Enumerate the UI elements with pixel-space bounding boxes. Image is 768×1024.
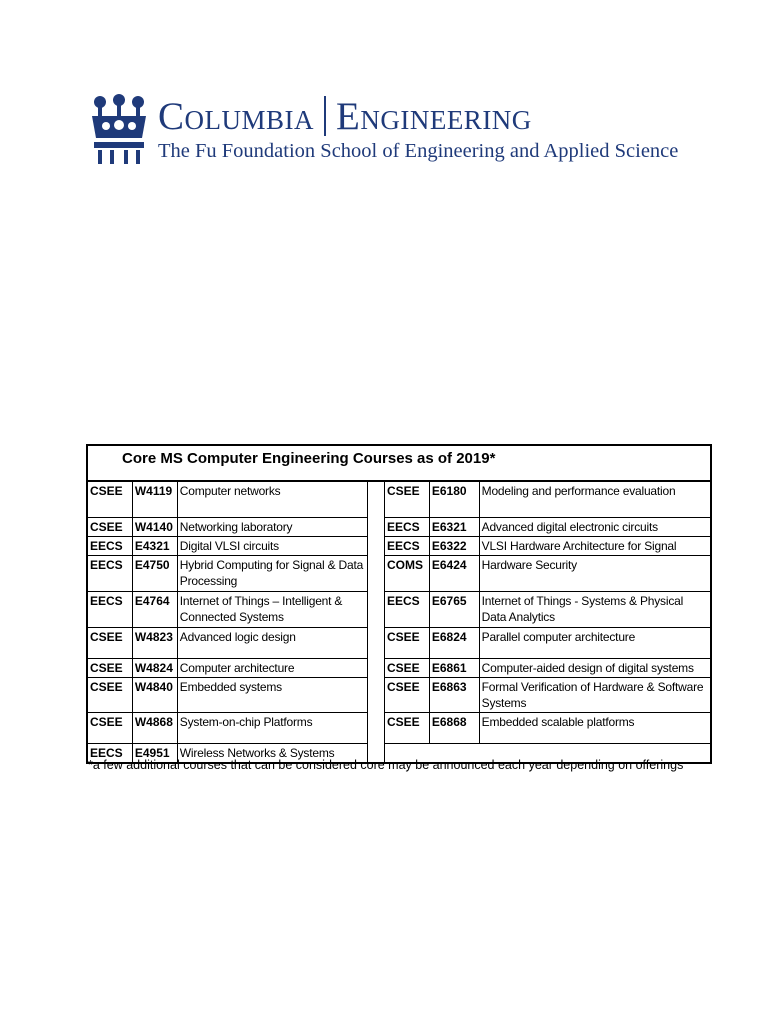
left-course-name: Advanced logic design: [177, 627, 367, 658]
column-gap: [368, 677, 385, 712]
right-course-number: E6322: [429, 536, 479, 555]
brand-engineering: Engineering: [336, 94, 532, 138]
school-subtitle: The Fu Foundation School of Engineering and Applied Science: [158, 140, 679, 162]
table-row: [87, 536, 711, 555]
left-course-name: System-on-chip Platforms: [177, 712, 367, 743]
left-course-subject: EECS: [87, 555, 132, 591]
left-course-subject: CSEE: [87, 712, 132, 743]
column-gap: [368, 658, 385, 677]
right-course-number: E6180: [429, 481, 479, 517]
right-course-name: Embedded scalable platforms: [479, 712, 711, 743]
right-course-subject: CSEE: [384, 677, 429, 712]
brand-columbia: Columbia: [158, 94, 315, 138]
right-course-name: Computer-aided design of digital systems: [479, 658, 711, 677]
left-course-name: Digital VLSI circuits: [177, 536, 367, 555]
table-row: [87, 677, 711, 712]
column-gap: [368, 591, 385, 627]
left-course-number: E4750: [132, 555, 177, 591]
right-course-number: E6824: [429, 627, 479, 658]
right-course-subject: EECS: [384, 591, 429, 627]
right-course-subject: EECS: [384, 517, 429, 536]
left-course-subject: CSEE: [87, 481, 132, 517]
table-row: [87, 627, 711, 658]
right-course-subject: CSEE: [384, 481, 429, 517]
left-course-subject: CSEE: [87, 658, 132, 677]
footnote: *a few additional courses that can be considered core may be announced each year depending on offerings: [88, 758, 684, 772]
column-gap: [368, 481, 385, 517]
core-courses-table: [86, 444, 712, 764]
left-course-number: W4140: [132, 517, 177, 536]
right-course-subject: EECS: [384, 536, 429, 555]
column-gap: [368, 627, 385, 658]
left-course-subject: EECS: [87, 743, 132, 763]
right-course-name: Formal Verification of Hardware & Software Systems: [479, 677, 711, 712]
left-course-number: W4824: [132, 658, 177, 677]
left-course-number: E4321: [132, 536, 177, 555]
right-course-subject: CSEE: [384, 658, 429, 677]
right-course-name: Modeling and performance evaluation: [479, 481, 711, 517]
table-title: Core MS Computer Engineering Courses as of 2019*: [86, 444, 712, 480]
left-course-name: Hybrid Computing for Signal & Data Processing: [177, 555, 367, 591]
left-course-number: W4119: [132, 481, 177, 517]
table-row: [87, 591, 711, 627]
right-course-number: E6765: [429, 591, 479, 627]
right-course-name: VLSI Hardware Architecture for Signal: [479, 536, 711, 555]
left-course-name: Networking laboratory: [177, 517, 367, 536]
left-course-name: Internet of Things – Intelligent & Connected Systems: [177, 591, 367, 627]
courses-grid: [86, 480, 712, 764]
left-course-subject: CSEE: [87, 677, 132, 712]
right-course-subject: COMS: [384, 555, 429, 591]
left-course-name: Embedded systems: [177, 677, 367, 712]
right-course-name: Advanced digital electronic circuits: [479, 517, 711, 536]
left-course-name: Wireless Networks & Systems: [177, 743, 367, 763]
table-row: [87, 481, 711, 517]
left-course-subject: EECS: [87, 591, 132, 627]
crown-icon: [88, 94, 150, 166]
brand-separator: [324, 96, 326, 136]
columbia-engineering-logo: [88, 94, 688, 166]
table-row: [87, 658, 711, 677]
right-course-subject: CSEE: [384, 627, 429, 658]
left-course-subject: EECS: [87, 536, 132, 555]
right-course-name: Internet of Things - Systems & Physical Data Analytics: [479, 591, 711, 627]
left-course-number: W4840: [132, 677, 177, 712]
column-gap: [368, 555, 385, 591]
column-gap: [368, 517, 385, 536]
table-row: [87, 712, 711, 743]
right-course-number: E6861: [429, 658, 479, 677]
right-course-number: E6424: [429, 555, 479, 591]
column-gap: [368, 536, 385, 555]
left-course-number: E4764: [132, 591, 177, 627]
right-course-name: Hardware Security: [479, 555, 711, 591]
left-course-subject: CSEE: [87, 517, 132, 536]
left-course-name: Computer networks: [177, 481, 367, 517]
right-course-number: E6321: [429, 517, 479, 536]
right-course-subject: CSEE: [384, 712, 429, 743]
left-course-subject: CSEE: [87, 627, 132, 658]
table-row: [87, 517, 711, 536]
left-course-number: W4868: [132, 712, 177, 743]
right-course-number: E6863: [429, 677, 479, 712]
right-course-name: Parallel computer architecture: [479, 627, 711, 658]
right-course-number: E6868: [429, 712, 479, 743]
left-course-number: W4823: [132, 627, 177, 658]
left-course-name: Computer architecture: [177, 658, 367, 677]
brand-wordmark: [158, 96, 532, 136]
table-row: [87, 555, 711, 591]
left-course-number: E4951: [132, 743, 177, 763]
column-gap: [368, 712, 385, 743]
